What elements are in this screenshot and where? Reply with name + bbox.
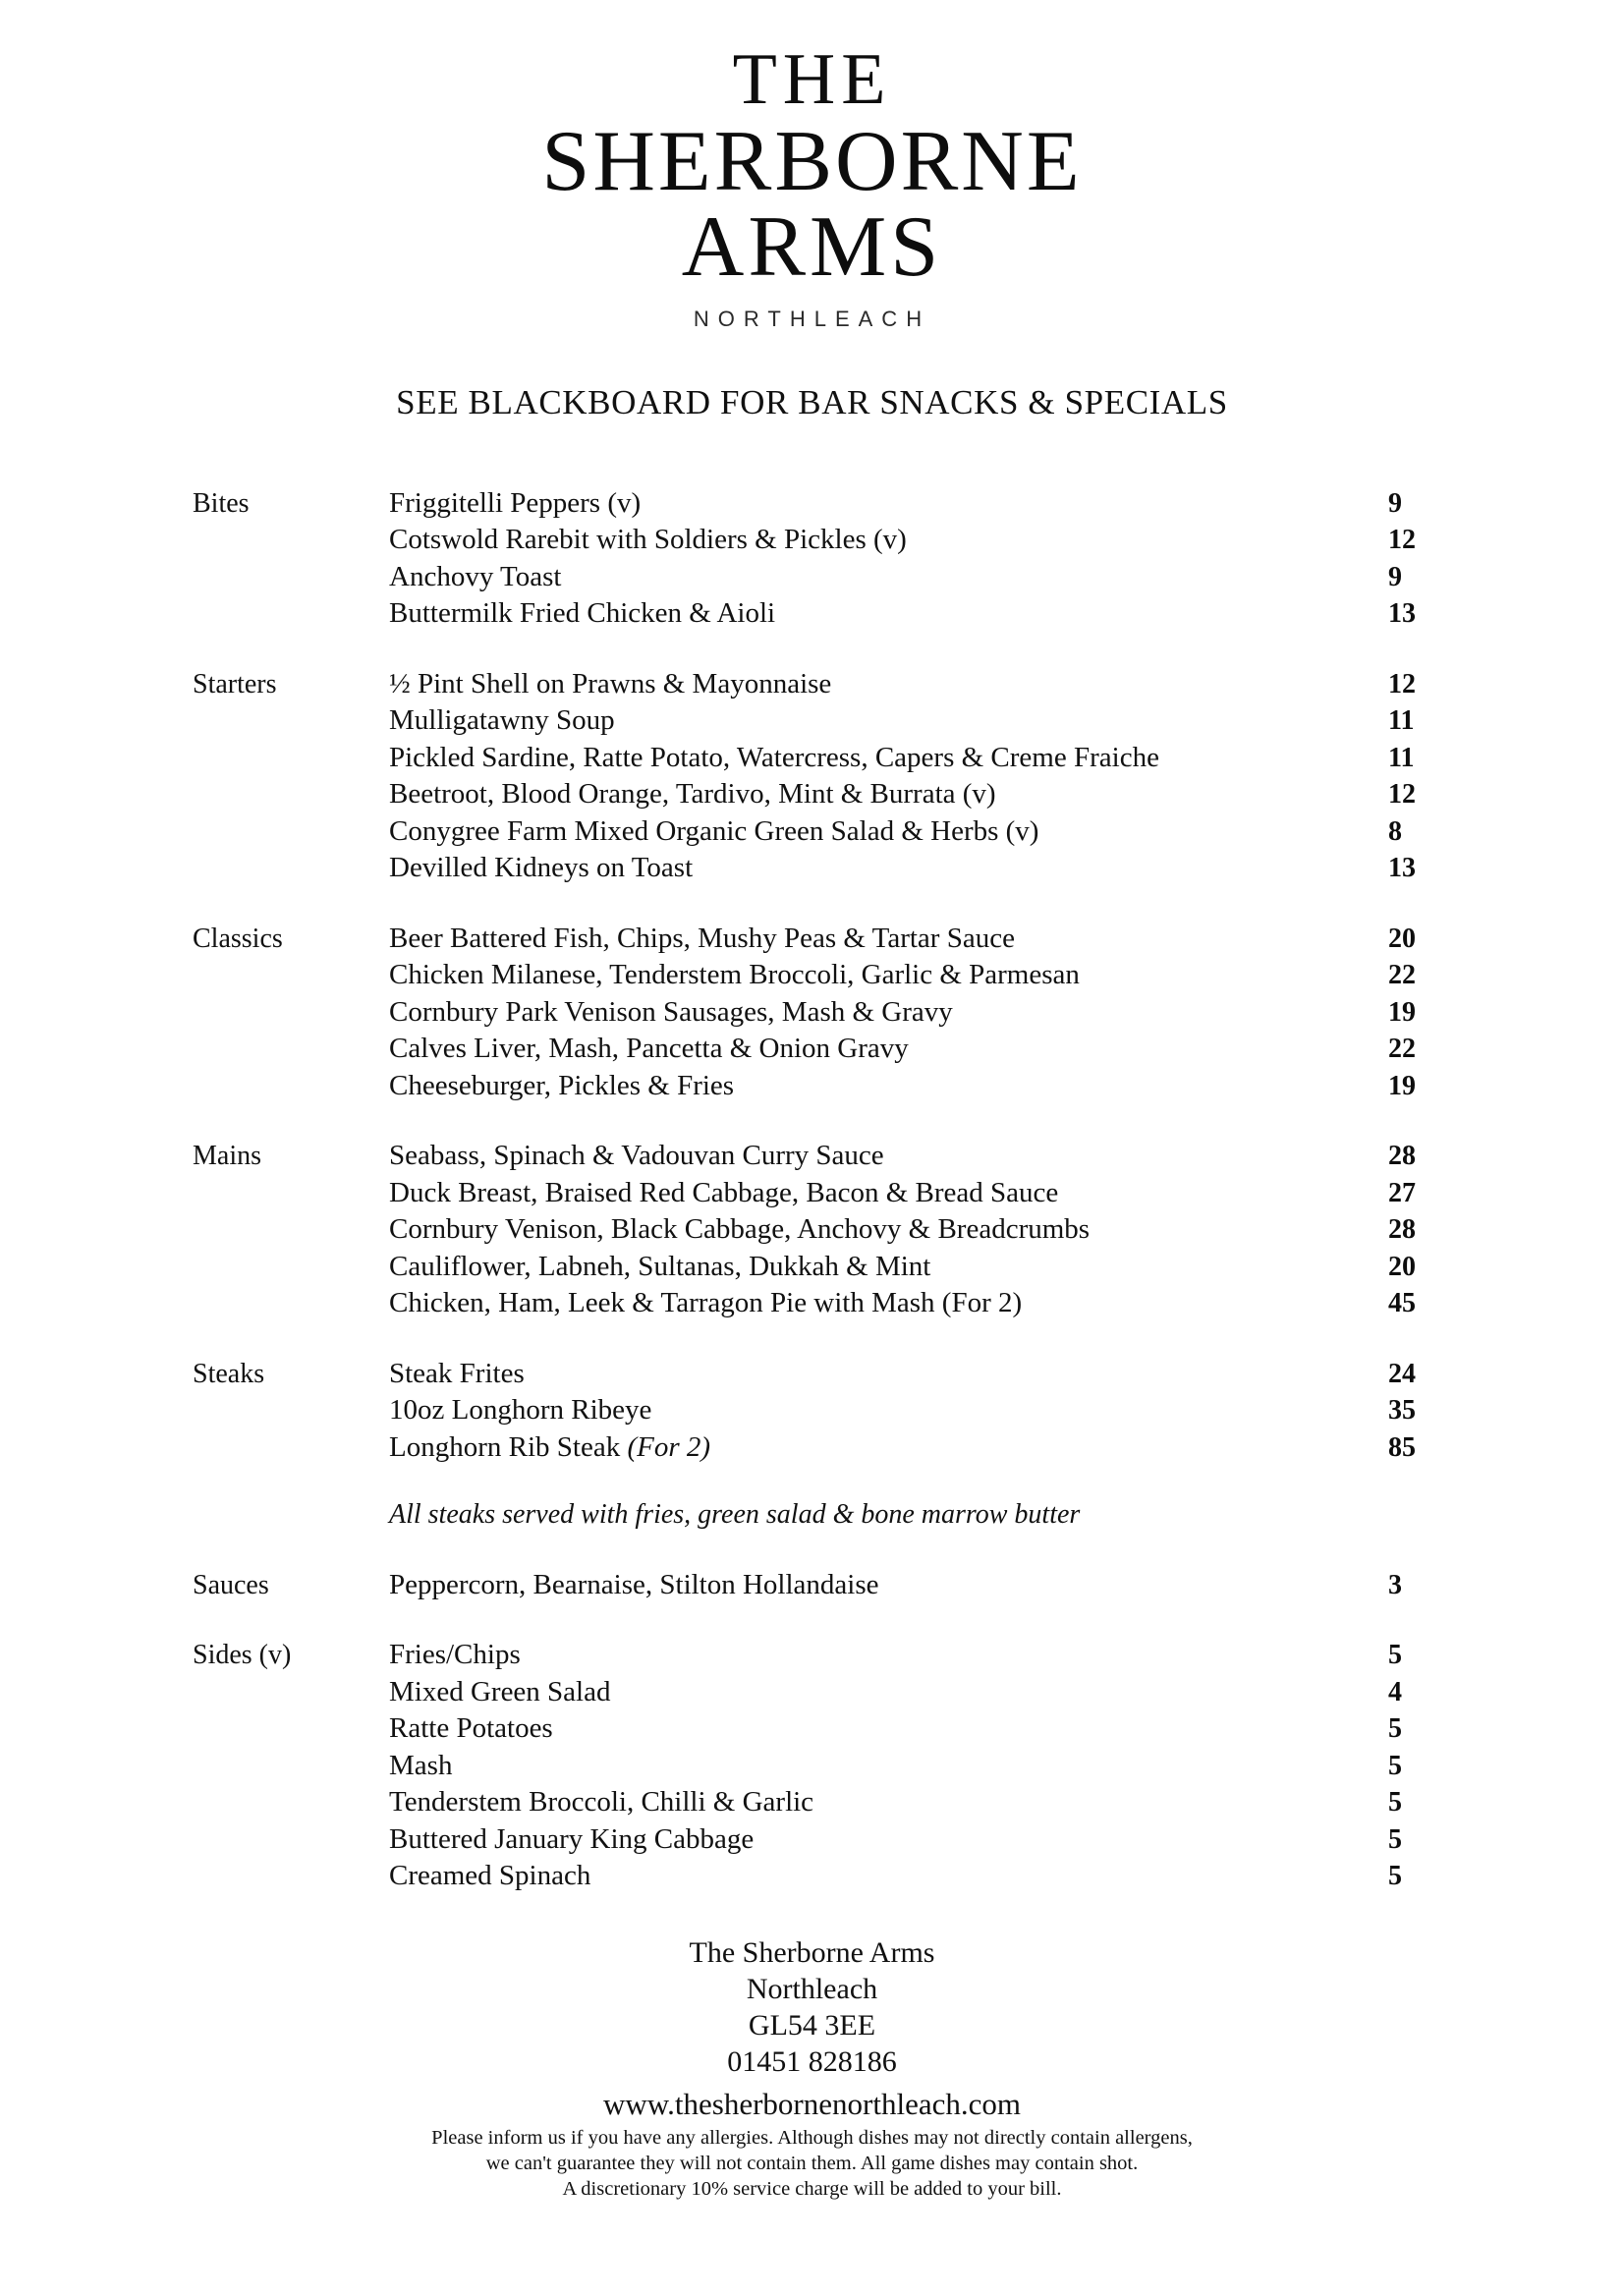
section-label: Sides (v) (193, 1640, 292, 1671)
menu-item-row (389, 1637, 1477, 1674)
menu-section (193, 485, 1477, 633)
menu-item-price: 3 (1388, 1569, 1402, 1600)
menu-item-name: Cauliflower, Labneh, Sultanas, Dukkah & Mint (389, 1250, 931, 1282)
footer-website[interactable]: www.thesherbornenorthleach.com (603, 2086, 1021, 2121)
menu-item-row (389, 1429, 1477, 1467)
brand-line-arms: ARMS (681, 198, 943, 295)
menu-item-row (389, 1031, 1477, 1068)
menu-item-price: 4 (1388, 1676, 1402, 1707)
menu-item-row (389, 1821, 1477, 1859)
menu-item-name: Peppercorn, Bearnaise, Stilton Hollandaise (389, 1568, 879, 1600)
menu-item-row (389, 1858, 1477, 1895)
menu-item-price: 12 (1388, 668, 1416, 700)
menu-item-row (389, 1211, 1477, 1249)
menu-item-name: Conygree Farm Mixed Organic Green Salad & Herbs (v) (389, 814, 1039, 847)
section-label: Sauces (193, 1569, 269, 1600)
menu-item-row (389, 813, 1477, 851)
section-items (389, 1138, 1477, 1322)
menu-item-name: Friggitelli Peppers (v) (389, 486, 642, 519)
footer-phone: 01451 828186 (727, 2044, 897, 2078)
menu-item-name: Cornbury Park Venison Sausages, Mash & Gravy (389, 995, 953, 1028)
menu-item-row (389, 740, 1477, 777)
menu-item-name: Mash (389, 1749, 453, 1781)
menu-item-row (389, 957, 1477, 994)
menu-item-price: 5 (1388, 1750, 1402, 1781)
menu-item-price: 5 (1388, 1713, 1402, 1745)
menu-item-name: Steak Frites (389, 1357, 525, 1389)
menu-item-row (389, 595, 1477, 633)
menu-item-name: Creamed Spinach (389, 1860, 591, 1892)
disclaimer-line-2: we can't guarantee they will not contain them. All game dishes may contain shot. (485, 2152, 1139, 2174)
menu-item-name: Chicken, Ham, Leek & Tarragon Pie with Mash (For 2) (389, 1287, 1023, 1319)
brand-location: NORTHLEACH (693, 306, 931, 331)
menu-item-name: Mixed Green Salad (389, 1675, 611, 1707)
section-label: Classics (193, 923, 283, 954)
menu-item-price: 9 (1388, 487, 1402, 519)
disclaimer-line-3: A discretionary 10% service charge will be added to your bill. (562, 2177, 1062, 2200)
menu-item-price: 20 (1388, 1251, 1416, 1282)
menu-item-row (389, 994, 1477, 1032)
section-label: Bites (193, 487, 250, 519)
menu-item-name: Anchovy Toast (389, 560, 562, 592)
menu-section (193, 1138, 1477, 1322)
menu-item-price: 22 (1388, 1034, 1416, 1065)
footer (0, 1934, 1624, 2202)
footer-town: Northleach (746, 1972, 878, 2005)
menu-item-name: Tenderstem Broccoli, Chilli & Garlic (389, 1786, 814, 1819)
menu-item-row (389, 666, 1477, 703)
menu-item-name: Duck Breast, Braised Red Cabbage, Bacon & Bread Sauce (389, 1176, 1059, 1208)
menu-item-row (389, 776, 1477, 813)
menu-item-price: 12 (1388, 779, 1416, 811)
menu-item-price: 11 (1388, 742, 1415, 773)
menu-item-name: Ratte Potatoes (389, 1712, 553, 1745)
footer-postcode: GL54 3EE (748, 2008, 876, 2042)
menu-item-name: Beetroot, Blood Orange, Tardivo, Mint & Burrata (v) (389, 778, 996, 811)
menu-item-price: 45 (1388, 1288, 1416, 1319)
menu-item-price: 22 (1388, 960, 1416, 991)
menu-item-name: Longhorn Rib Steak (For 2) (389, 1430, 711, 1463)
menu-item-name: Cheeseburger, Pickles & Fries (389, 1069, 735, 1101)
menu-item-price: 5 (1388, 1787, 1402, 1819)
menu-item-row (389, 1710, 1477, 1748)
section-items (389, 1637, 1477, 1895)
section-items (389, 1567, 1477, 1604)
menu-item-name: Buttermilk Fried Chicken & Aioli (389, 597, 776, 630)
section-items (389, 485, 1477, 633)
menu-item-name: Pickled Sardine, Ratte Potato, Watercress, Capers & Creme Fraiche (389, 741, 1159, 773)
blackboard-note: SEE BLACKBOARD FOR BAR SNACKS & SPECIALS (396, 382, 1228, 421)
section-items (389, 666, 1477, 887)
menu-item-price: 13 (1388, 853, 1416, 884)
section-items (389, 921, 1477, 1105)
menu-section (193, 1567, 1477, 1604)
menu-item-row (389, 1567, 1477, 1604)
menu-sections (0, 485, 1624, 1895)
masthead (0, 0, 1624, 332)
disclaimer-line-1: Please inform us if you have any allergies. Although dishes may not directly contain allergens, (431, 2126, 1193, 2149)
menu-section (193, 666, 1477, 887)
menu-section (193, 921, 1477, 1105)
menu-item-name: Devilled Kidneys on Toast (389, 852, 694, 884)
menu-item-row (389, 1748, 1477, 1785)
menu-item-row (389, 559, 1477, 596)
section-label: Mains (193, 1141, 261, 1172)
menu-item-price: 5 (1388, 1640, 1402, 1671)
menu-item-row (389, 1249, 1477, 1286)
brand-line-the: THE (732, 39, 892, 120)
footer-venue-name: The Sherborne Arms (689, 1935, 935, 1969)
menu-item-price: 5 (1388, 1823, 1402, 1855)
menu-item-price: 20 (1388, 923, 1416, 954)
menu-item-price: 24 (1388, 1358, 1416, 1389)
brand-line-sherborne: SHERBORNE (541, 114, 1083, 210)
menu-item-price: 8 (1388, 815, 1402, 847)
menu-item-name: Fries/Chips (389, 1639, 521, 1671)
menu-item-row (389, 1068, 1477, 1105)
menu-item-name: Calves Liver, Mash, Pancetta & Onion Gravy (389, 1033, 909, 1065)
menu-item-name: Cornbury Venison, Black Cabbage, Anchovy & Breadcrumbs (389, 1213, 1091, 1246)
menu-item-price: 19 (1388, 1070, 1416, 1101)
menu-item-price: 9 (1388, 561, 1402, 592)
section-items (389, 1356, 1477, 1534)
menu-item-price: 28 (1388, 1141, 1416, 1172)
menu-item-row (389, 1784, 1477, 1821)
menu-item-row (389, 1356, 1477, 1393)
section-label: Steaks (193, 1358, 265, 1389)
menu-item-name-suffix: (For 2) (627, 1430, 711, 1463)
menu-section (193, 1356, 1477, 1534)
menu-item-name: ½ Pint Shell on Prawns & Mayonnaise (389, 667, 832, 700)
menu-item-price: 5 (1388, 1861, 1402, 1892)
menu-item-row (389, 1285, 1477, 1322)
menu-item-name: Cotswold Rarebit with Soldiers & Pickles (v) (389, 524, 907, 556)
menu-item-row (389, 850, 1477, 887)
menu-section (193, 1637, 1477, 1895)
menu-item-name: Beer Battered Fish, Chips, Mushy Peas & Tartar Sauce (389, 922, 1015, 954)
menu-item-row (389, 485, 1477, 523)
menu-item-name: Buttered January King Cabbage (389, 1822, 755, 1855)
menu-item-price: 13 (1388, 598, 1416, 630)
menu-item-name: Chicken Milanese, Tenderstem Broccoli, Garlic & Parmesan (389, 959, 1080, 991)
menu-item-row (389, 1175, 1477, 1212)
menu-item-row (389, 921, 1477, 958)
menu-item-price: 27 (1388, 1177, 1416, 1208)
menu-item-price: 35 (1388, 1395, 1416, 1427)
menu-item-name: Seabass, Spinach & Vadouvan Curry Sauce (389, 1140, 884, 1172)
menu-item-price: 12 (1388, 525, 1416, 556)
section-note: All steaks served with fries, green salad & bone marrow butter (389, 1499, 1081, 1531)
menu-item-price: 19 (1388, 996, 1416, 1028)
menu-item-name: 10oz Longhorn Ribeye (389, 1394, 652, 1427)
menu-item-row (389, 1674, 1477, 1711)
menu-item-price: 28 (1388, 1214, 1416, 1246)
menu-item-row (389, 702, 1477, 740)
menu-item-name: Mulligatawny Soup (389, 704, 615, 737)
menu-item-row (389, 1392, 1477, 1429)
menu-item-price: 85 (1388, 1431, 1416, 1463)
section-label: Starters (193, 668, 277, 700)
menu-item-row (389, 522, 1477, 559)
menu-item-price: 11 (1388, 705, 1415, 737)
menu-item-row (389, 1138, 1477, 1175)
